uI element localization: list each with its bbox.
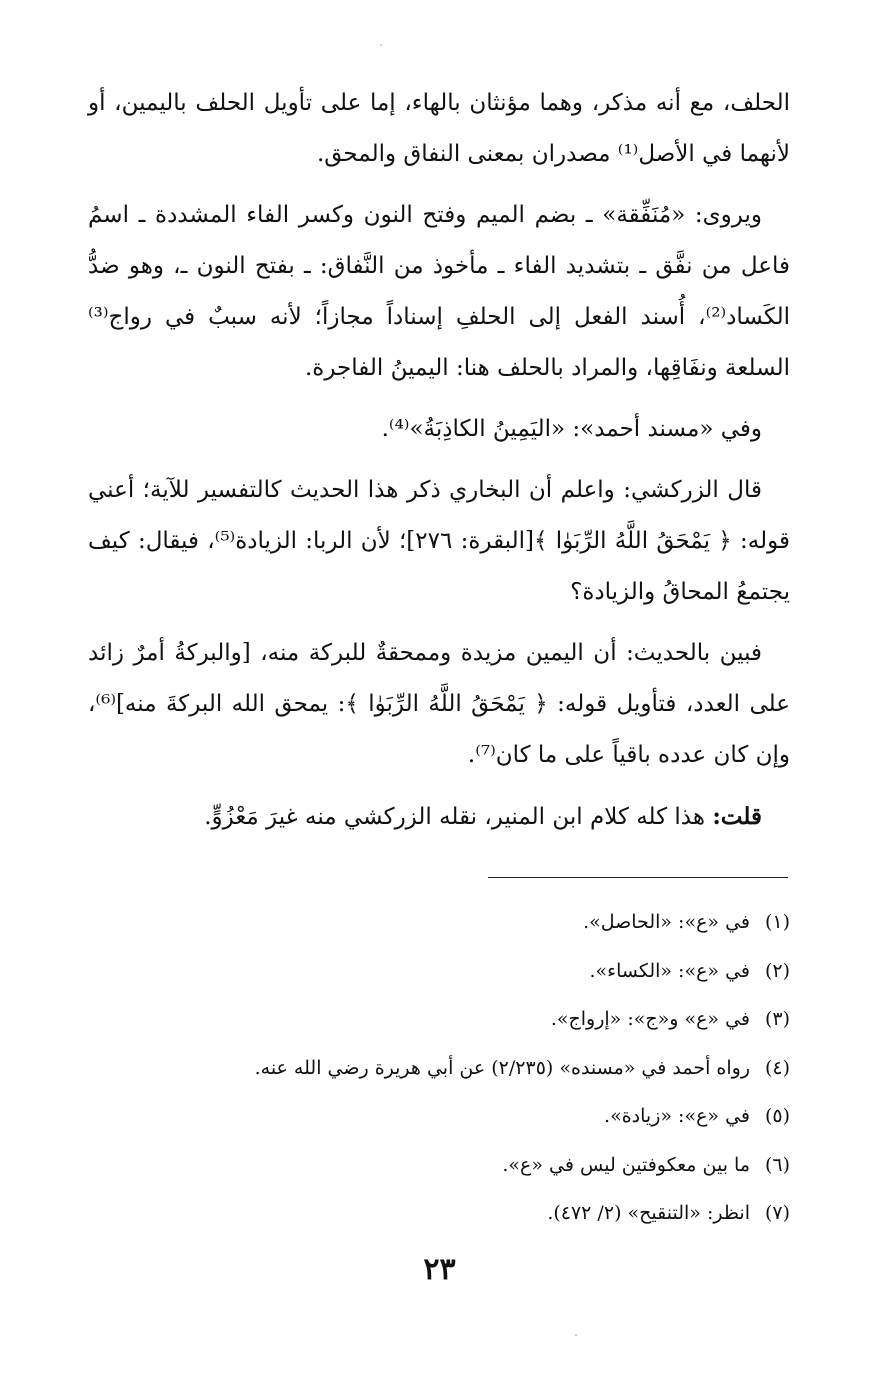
footnote-separator [488, 877, 788, 878]
footnote [88, 1189, 790, 1238]
paragraph-6 [88, 791, 790, 843]
footnote-text: رواه أحمد في «مسنده» (٢/٢٣٥) عن أبي هريرة رضي الله عنه. [254, 1056, 750, 1079]
paragraph-4: قال الزركشي: واعلم أن البخاري ذكر هذا الحديث كالتفسير للآية؛ أعني قوله: ﴿ يَمْحَقُ اللَّهُ الرِّبَوٰا ﴾[البقرة: ٢٧٦]؛ لأن الربا: الزيادة⁽⁵⁾، فيقال: كيف يجتمعُ المحاقُ والزيادة؟ [88, 477, 790, 605]
paragraph-2: ويروى: «مُنَفِّقة» ـ بضم الميم وفتح النون وكسر الفاء المشددة ـ اسمُ فاعل من نفَّق ـ بتشديد الفاء ـ مأخوذ من النَّفاق: ـ بفتح النون ـ، وهو ضدُّ الكَساد⁽²⁾، أُسند الفعل إلى الحلفِ إسناداً مجازاً؛ لأنه سببٌ في رواج⁽³⁾ السلعة ونفَاقِها، والمراد بالحلف هنا: اليمينُ الفاجرة. [88, 202, 790, 381]
footnote [88, 898, 790, 947]
footnote [88, 947, 790, 996]
paragraph-5: فبين بالحديث: أن اليمين مزيدة وممحقةٌ للبركة منه، [والبركةُ أمرٌ زائد على العدد، فتأويل قوله: ﴿ يَمْحَقُ اللَّهُ الرِّبَوٰا ﴾: يمحق الله البركةَ منه]⁽⁶⁾، وإن كان عدده باقياً على ما كان⁽⁷⁾. [88, 640, 790, 768]
footnote-text: في «ع»: «الكساء». [589, 959, 750, 982]
footnote [88, 1092, 790, 1141]
footnote [88, 995, 790, 1044]
footnote-number: (٣) [764, 1008, 790, 1030]
footnote-number: (١) [764, 911, 790, 933]
page-number: ٢٣ [423, 1252, 456, 1287]
main-text [88, 78, 790, 853]
qult-label: قلت: [712, 803, 762, 830]
footnote-text: في «ع» و«ج»: «إرواج». [550, 1008, 750, 1030]
paragraph-1: الحلف، مع أنه مذكر، وهما مؤنثان بالهاء، إما على تأويل الحلف باليمين، أو لأنهما في الأصل⁽¹⁾ مصدران بمعنى النفاق والمحق. [88, 90, 790, 167]
footnote-number: (٢) [764, 959, 790, 982]
scan-speck [380, 44, 382, 46]
footnote-text: ما بين معكوفتين ليس في «ع». [502, 1153, 750, 1176]
scan-speck [575, 1334, 577, 1336]
footnote-number: (٤) [764, 1056, 790, 1079]
footnote-number: (٧) [764, 1202, 790, 1224]
footnotes [88, 898, 790, 1238]
footnote [88, 1044, 790, 1093]
footnote-text: في «ع»: «زيادة». [604, 1105, 750, 1127]
paragraph-3: وفي «مسند أحمد»: «اليَمِينُ الكاذِبَةُ»⁽⁴⁾. [381, 416, 762, 442]
footnote [88, 1141, 790, 1190]
footnote-text: انظر: «التنقيح» (٢/ ٤٧٢). [547, 1202, 750, 1224]
paragraph-6-text: هذا كله كلام ابن المنير، نقله الزركشي منه غيرَ مَعْزُوٍّ. [204, 804, 713, 830]
footnote-number: (٥) [764, 1105, 790, 1127]
footnote-number: (٦) [764, 1153, 790, 1176]
footnote-text: في «ع»: «الحاصل». [583, 911, 750, 933]
